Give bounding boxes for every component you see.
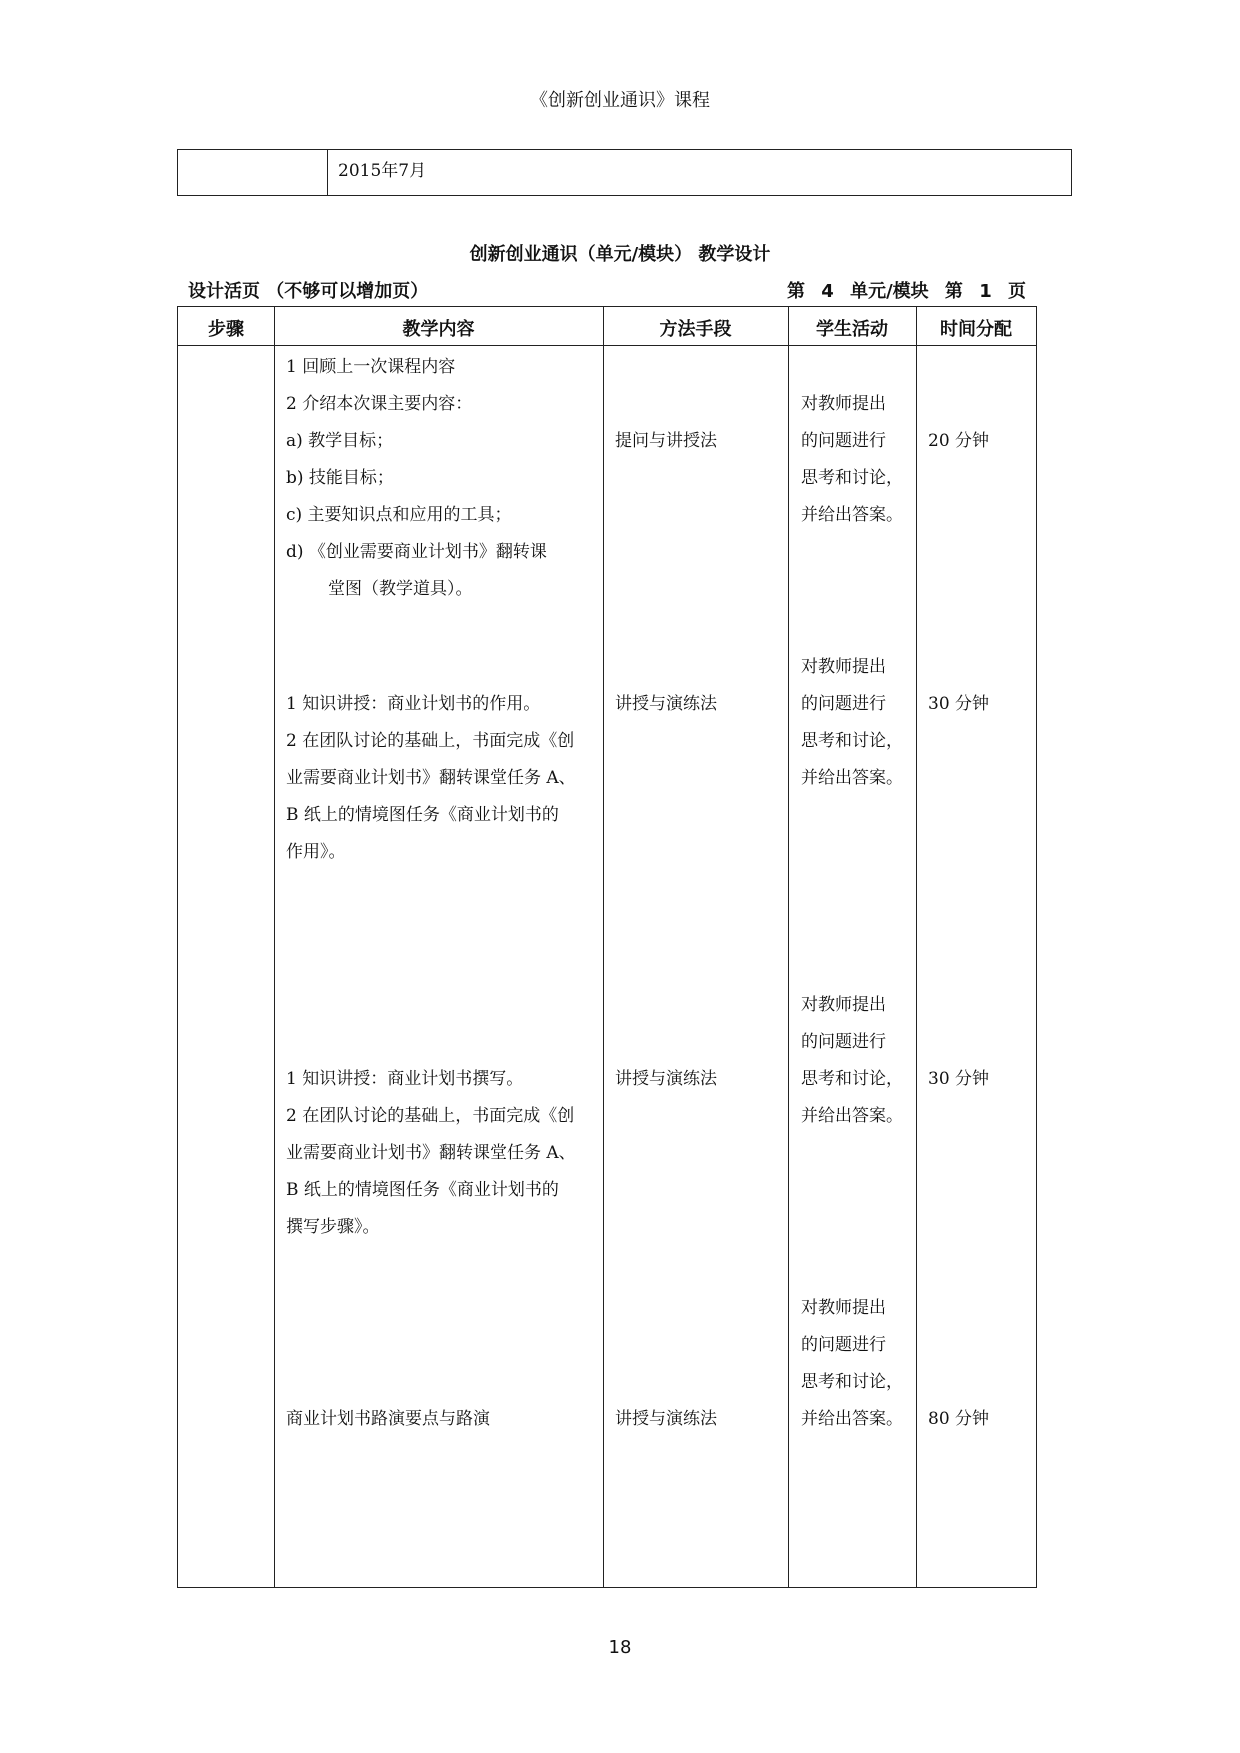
content-line: 1 回顾上一次课程内容 [286, 357, 456, 377]
activity-line: 的问题进行 [801, 1032, 886, 1052]
content-line: 撰写步骤》。 [286, 1217, 380, 1237]
activity-line: 并给出答案。 [801, 1106, 903, 1126]
row-2-time: 30 分钟 [928, 694, 990, 714]
page-number: 18 [608, 1637, 632, 1658]
row-4-method: 讲授与演练法 [615, 1409, 717, 1429]
content-line: B 纸上的情境图任务《商业计划书的 [286, 1180, 559, 1200]
content-line: b) 技能目标； [286, 468, 394, 488]
row-3-method: 讲授与演练法 [615, 1069, 717, 1089]
activity-line: 并给出答案。 [801, 768, 903, 788]
row-3-content [286, 1061, 596, 1246]
row-4-content [286, 1401, 596, 1438]
header-activity: 学生活动 [816, 319, 888, 340]
activity-line: 的问题进行 [801, 694, 886, 714]
page-header: 《创新创业通识》课程 [530, 90, 710, 111]
header-divider [178, 345, 1036, 346]
content-line: 作用》。 [286, 842, 346, 862]
activity-line: 对教师提出 [801, 995, 886, 1015]
activity-line: 的问题进行 [801, 1335, 886, 1355]
content-line: a) 教学目标； [286, 431, 394, 451]
content-line: 2 介绍本次课主要内容： [286, 394, 473, 414]
row-3-activity [801, 987, 903, 1135]
activity-line: 的问题进行 [801, 431, 886, 451]
content-line: 堂图（教学道具）。 [328, 579, 473, 599]
row-2-method: 讲授与演练法 [615, 694, 717, 714]
column-divider [274, 307, 275, 1587]
row-2-activity [801, 649, 903, 797]
content-line: B 纸上的情境图任务《商业计划书的 [286, 805, 559, 825]
activity-line: 并给出答案。 [801, 1409, 903, 1429]
activity-line: 对教师提出 [801, 394, 886, 414]
row-2-content [286, 686, 596, 871]
content-line: 1 知识讲授：商业计划书的作用。 [286, 694, 541, 714]
content-line: 2 在团队讨论的基础上，书面完成《创 [286, 1106, 575, 1126]
row-1-content [286, 349, 596, 608]
sheet-page-info: 第 4 单元/模块 第 1 页 [787, 281, 1026, 302]
activity-line: 对教师提出 [801, 1298, 886, 1318]
row-1-activity [801, 386, 903, 534]
column-divider [603, 307, 604, 1587]
activity-line: 思考和讨论， [801, 1372, 903, 1392]
activity-line: 对教师提出 [801, 657, 886, 677]
content-line: 商业计划书路演要点与路演 [286, 1409, 490, 1429]
design-title: 创新创业通识（单元/模块） 教学设计 [469, 244, 771, 265]
content-line: 1 知识讲授：商业计划书撰写。 [286, 1069, 524, 1089]
top-table-date: 2015年7月 [338, 161, 427, 181]
activity-line: 思考和讨论， [801, 1069, 903, 1089]
content-line: 2 在团队讨论的基础上，书面完成《创 [286, 731, 575, 751]
row-4-time: 80 分钟 [928, 1409, 990, 1429]
sheet-note: 设计活页 （不够可以增加页） [188, 281, 429, 302]
content-line: c) 主要知识点和应用的工具； [286, 505, 512, 525]
column-divider [788, 307, 789, 1587]
content-line: d) 《创业需要商业计划书》翻转课 [286, 542, 547, 562]
content-line: 业需要商业计划书》翻转课堂任务 A、 [286, 1143, 576, 1163]
header-method: 方法手段 [659, 319, 732, 340]
content-line: 业需要商业计划书》翻转课堂任务 A、 [286, 768, 576, 788]
design-table [177, 306, 1037, 1588]
header-content: 教学内容 [402, 319, 475, 340]
row-1-time: 20 分钟 [928, 431, 990, 451]
top-table-empty-cell [178, 150, 328, 195]
activity-line: 思考和讨论， [801, 468, 903, 488]
row-1-method: 提问与讲授法 [615, 431, 717, 451]
header-time: 时间分配 [940, 319, 1012, 340]
row-3-time: 30 分钟 [928, 1069, 990, 1089]
row-4-activity [801, 1290, 903, 1438]
header-step: 步骤 [208, 319, 244, 340]
column-divider [916, 307, 917, 1587]
top-table [177, 149, 1072, 196]
activity-line: 并给出答案。 [801, 505, 903, 525]
activity-line: 思考和讨论， [801, 731, 903, 751]
